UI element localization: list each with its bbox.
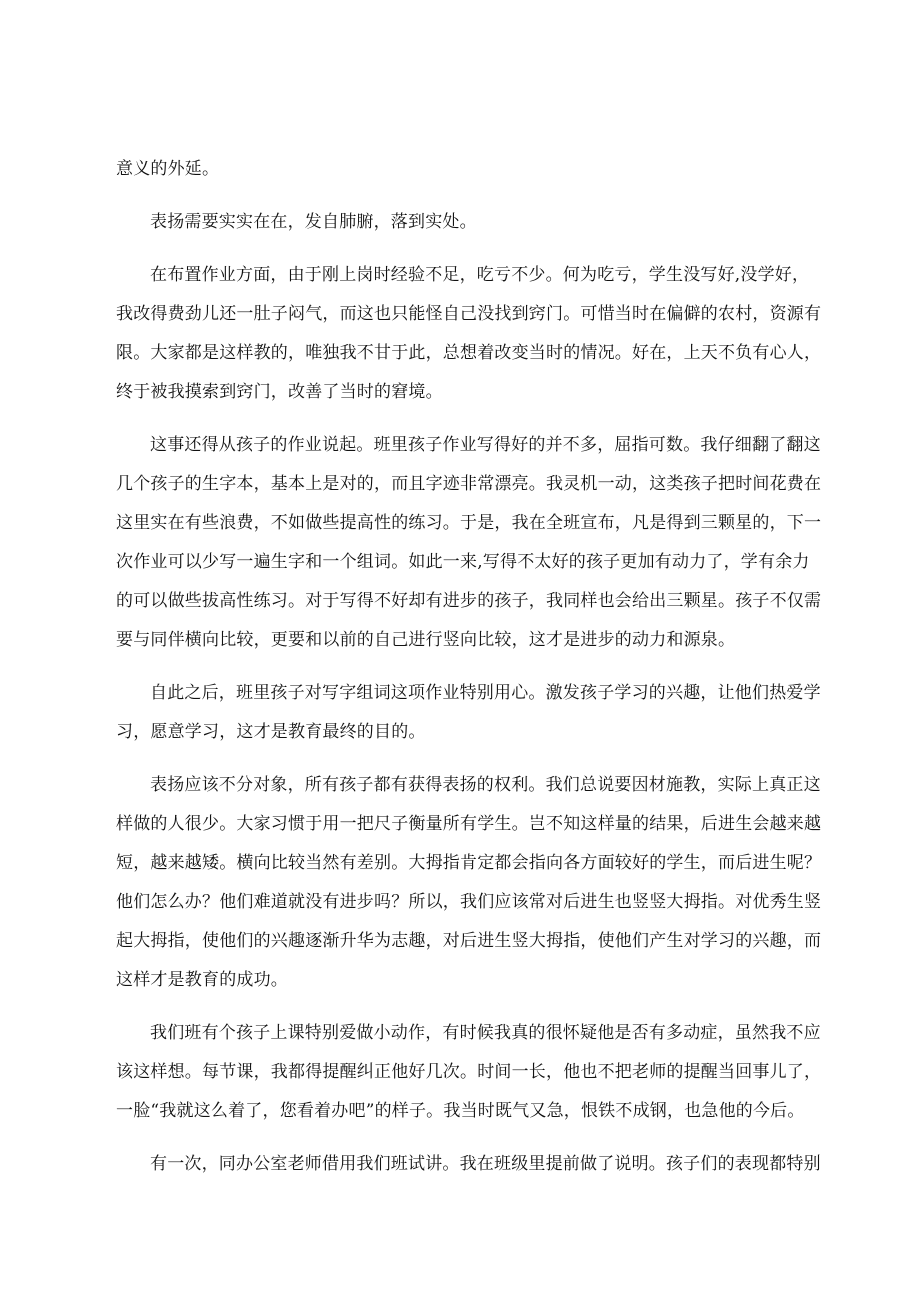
- document-body: [116, 150, 824, 1184]
- paragraph-3: 在布置作业方面，由于刚上岗时经验不足，吃亏不少。何为吃亏，学生没写好,没学好，我改得费劲儿还一肚子闷气，而这也只能怪自己没找到窍门。可惜当时在偏僻的农村，资源有限。大家都是这样教的，唯独我不甘于此，总想着改变当时的情况。好在，上天不负有心人，终于被我摸索到窍门，改善了当时的窘境。: [116, 265, 822, 402]
- paragraph-5: 自此之后，班里孩子对写字组词这项作业特别用心。激发孩子学习的兴趣，让他们热爱学习，愿意学习，这才是教育最终的目的。: [116, 683, 821, 742]
- paragraph-7: 我们班有个孩子上课特别爱做小动作，有时候我真的很怀疑他是否有多动症，虽然我不应该这样想。每节课，我都得提醒纠正他好几次。时间一长，他也不把老师的提醒当回事儿了，一脸“我就这么着了，您看着办吧”的样子。我当时既气又急，恨铁不成钢，也急他的今后。: [116, 1023, 822, 1121]
- paragraph-2: 表扬需要实实在在，发自肺腑，落到实处。: [150, 212, 477, 232]
- paragraph-4: 这事还得从孩子的作业说起。班里孩子作业写得好的并不多，屈指可数。我仔细翻了翻这几个孩子的生字本，基本上是对的，而且字迹非常漂亮。我灵机一动，这类孩子把时间花费在这里实在有些浪费，不如做些提高性的练习。于是，我在全班宣布，凡是得到三颗星的，下一次作业可以少写一遍生字和一个组词。如此一来,写得不太好的孩子更加有动力了，学有余力的可以做些拔高性练习。对于写得不好却有进步的孩子，我同样也会给出三颗星。孩子不仅需要与同伴横向比较，更要和以前的自己进行竖向比较，这才是进步的动力和源泉。: [116, 435, 822, 650]
- paragraph-6: 表扬应该不分对象，所有孩子都有获得表扬的权利。我们总说要因材施教，实际上真正这样做的人很少。大家习惯于用一把尺子衡量所有学生。岂不知这样量的结果，后进生会越来越短，越来越矮。横向比较当然有差别。大拇指肯定都会指向各方面较好的学生，而后进生呢？他们怎么办？他们难道就没有进步吗？所以，我们应该常对后进生也竖竖大拇指。对优秀生竖起大拇指，使他们的兴趣逐渐升华为志趣，对后进生竖大拇指，使他们产生对学习的兴趣，而这样才是教育的成功。: [116, 775, 822, 990]
- paragraph-1: 意义的外延。: [116, 159, 220, 179]
- paragraph-8: 有一次，同办公室老师借用我们班试讲。我在班级里提前做了说明。孩子们的表现都特别: [150, 1154, 821, 1174]
